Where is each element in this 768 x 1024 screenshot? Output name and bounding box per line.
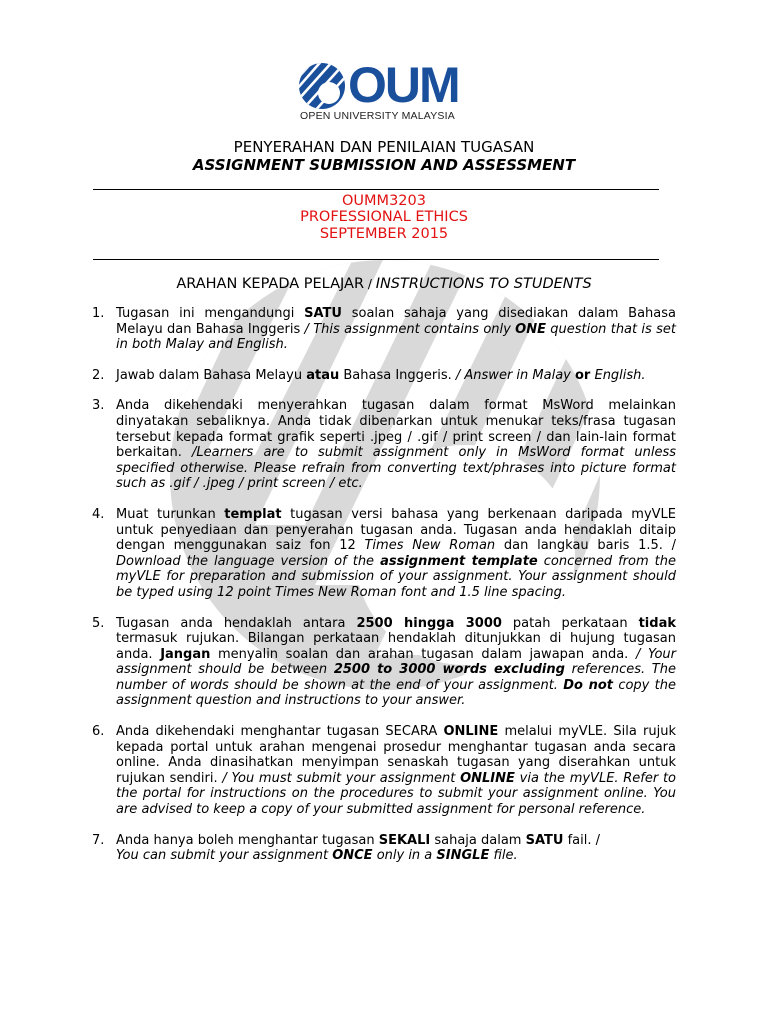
item-text-bold: SEKALI [378, 832, 431, 848]
list-item-number: 4. [92, 506, 105, 522]
item-text-bold: ONLINE [443, 724, 499, 740]
item-text-bold: tidak [638, 615, 676, 631]
list-item-number: 7. [92, 832, 105, 848]
item-text-italic: copy the assignment question and instructions to your answer. [116, 677, 676, 709]
instructions-list [92, 306, 676, 879]
item-text: Jawab dalam Bahasa Melayu [116, 367, 307, 383]
item-text: sahaja dalam [430, 832, 526, 848]
instructions-heading-english: INSTRUCTIONS TO STUDENTS [375, 276, 592, 292]
item-text: soalan sahaja yang disediakan dalam Bahasa Melayu dan Bahasa Inggeris [116, 306, 676, 337]
item-text: Anda dikehendaki menyerahkan tugasan dalam format MsWord melainkan dinyatakan sebaliknya. Anda tidak dibenarkan untuk menukar teks/frasa tugasan tersebut kepada format grafik seperti .jpeg / .gif / print screen / dan lain-lain format berkaitan. [116, 398, 676, 461]
list-item-number: 2. [92, 367, 105, 383]
item-text: tugasan versi bahasa yang berkenaan daripada myVLE untuk penyediaan dan penyerahan tugasan anda. Tugasan anda hendaklah ditaip dengan menggunakan saiz fon 12 [116, 506, 676, 554]
list-item [92, 507, 676, 601]
item-text-bold: SATU [304, 306, 342, 321]
item-text-bold: atau [306, 367, 340, 383]
list-item [92, 724, 676, 818]
instructions-heading-separator: / [364, 277, 376, 291]
instructions-heading [0, 276, 768, 292]
item-text-italic: / You must submit your assignment [222, 770, 461, 786]
item-text: Tugasan anda hendaklah antara [116, 615, 357, 631]
item-text-bold-italic: Do not [563, 677, 614, 693]
item-text-italic: English. [590, 367, 646, 383]
item-text-italic: question that is set in both Malay and English. [116, 321, 676, 353]
list-item [92, 368, 676, 384]
oum-logo-text: OUM [348, 57, 459, 113]
item-text: melalui myVLE. Sila rujuk kepada portal untuk arahan mengenai prosedur menghantar tugasan anda secara online. Anda dinasihatkan menyimpan senaskah tugasan yang diserahkan untuk rujukan sendiri. [116, 724, 676, 786]
instructions-heading-malay: ARAHAN KEPADA PELAJAR [176, 276, 365, 292]
divider-top [93, 189, 659, 190]
item-text-italic: / This assignment contains only [304, 321, 516, 337]
item-text-italic: only in a [372, 848, 437, 864]
item-text: Bahasa Inggeris. [339, 367, 456, 383]
university-name: OPEN UNIVERSITY MALAYSIA [300, 110, 455, 122]
list-item [92, 833, 676, 864]
list-item-number: 5. [92, 615, 105, 631]
item-text-bold-italic: ONLINE [460, 770, 515, 786]
list-item-number: 1. [92, 306, 105, 321]
item-text-italic: / Answer in Malay [455, 367, 575, 383]
globe-logo-icon [298, 62, 346, 110]
item-text-italic: Download the language version of the [116, 553, 381, 569]
list-item [92, 616, 676, 710]
list-item-number: 6. [92, 724, 105, 740]
item-text-italic: You can submit your assignment [116, 848, 333, 864]
list-item-number: 3. [92, 398, 105, 414]
title-malay: PENYERAHAN DAN PENILAIAN TUGASAN [233, 138, 535, 156]
course-code: OUMM3203 [342, 193, 426, 209]
course-semester: SEPTEMBER 2015 [319, 226, 449, 242]
item-text-italic: references. The number of words should be shown at the end of your assignment. [116, 662, 676, 693]
item-text-bold-italic: 2500 to 3000 words excluding [333, 662, 565, 678]
item-text-bold: Jangan [160, 646, 211, 662]
item-text: Tugasan ini mengandungi [116, 306, 305, 321]
oum-logo [298, 57, 478, 122]
item-text-italic: / Your assignment should be between [116, 646, 676, 678]
title-english: ASSIGNMENT SUBMISSION AND ASSESSMENT [192, 156, 576, 174]
item-text-bold-italic: ONCE [332, 848, 373, 864]
item-text: Anda dikehendaki menghantar tugasan SECARA [116, 724, 444, 740]
item-text: Muat turunkan [116, 506, 225, 522]
item-text-bold: 2500 hingga 3000 [356, 615, 502, 631]
item-text-bold-italic: ONE [515, 321, 546, 337]
list-item [92, 398, 676, 492]
item-text: termasuk rujukan. Bilangan perkataan hendaklah ditunjukkan di hujung tugasan anda. [116, 631, 676, 662]
item-text: menyalin soalan dan arahan tugasan dalam jawapan anda. [210, 646, 636, 662]
item-text-italic: file. [489, 848, 518, 864]
item-text: patah perkataan [501, 615, 639, 631]
item-text-italic: via the myVLE. Refer to the portal for instructions on the procedures to submit your assignment online. You are advised to keep a copy of your submitted assignment for personal reference. [116, 770, 677, 818]
item-text: Anda hanya boleh menghantar tugasan [116, 832, 379, 848]
item-text: dan langkau baris 1.5. / [495, 538, 677, 554]
course-name: PROFESSIONAL ETHICS [300, 209, 468, 225]
item-text-bold: or [575, 367, 591, 383]
item-text-bold: templat [224, 506, 282, 522]
list-item [92, 306, 676, 353]
item-text: fail. / [563, 832, 600, 848]
item-text-bold: SATU [525, 832, 564, 848]
item-text-bold-italic: SINGLE [436, 848, 490, 864]
item-text-italic: /Learners are to submit assignment only in MsWord format unless specified otherwise. Please refrain from converting text/phrases into picture format such as .gif / .jpeg / print screen / etc. [116, 445, 676, 492]
item-text-italic: Times New Roman [364, 538, 496, 554]
item-text-italic: concerned from the myVLE for preparation and submission of your assignment. Your assignment should be typed using 12 point Times New Roman font and 1.5 line spacing. [116, 553, 676, 600]
item-text-bold-italic: assignment template [380, 553, 538, 569]
divider-bottom [93, 259, 659, 260]
